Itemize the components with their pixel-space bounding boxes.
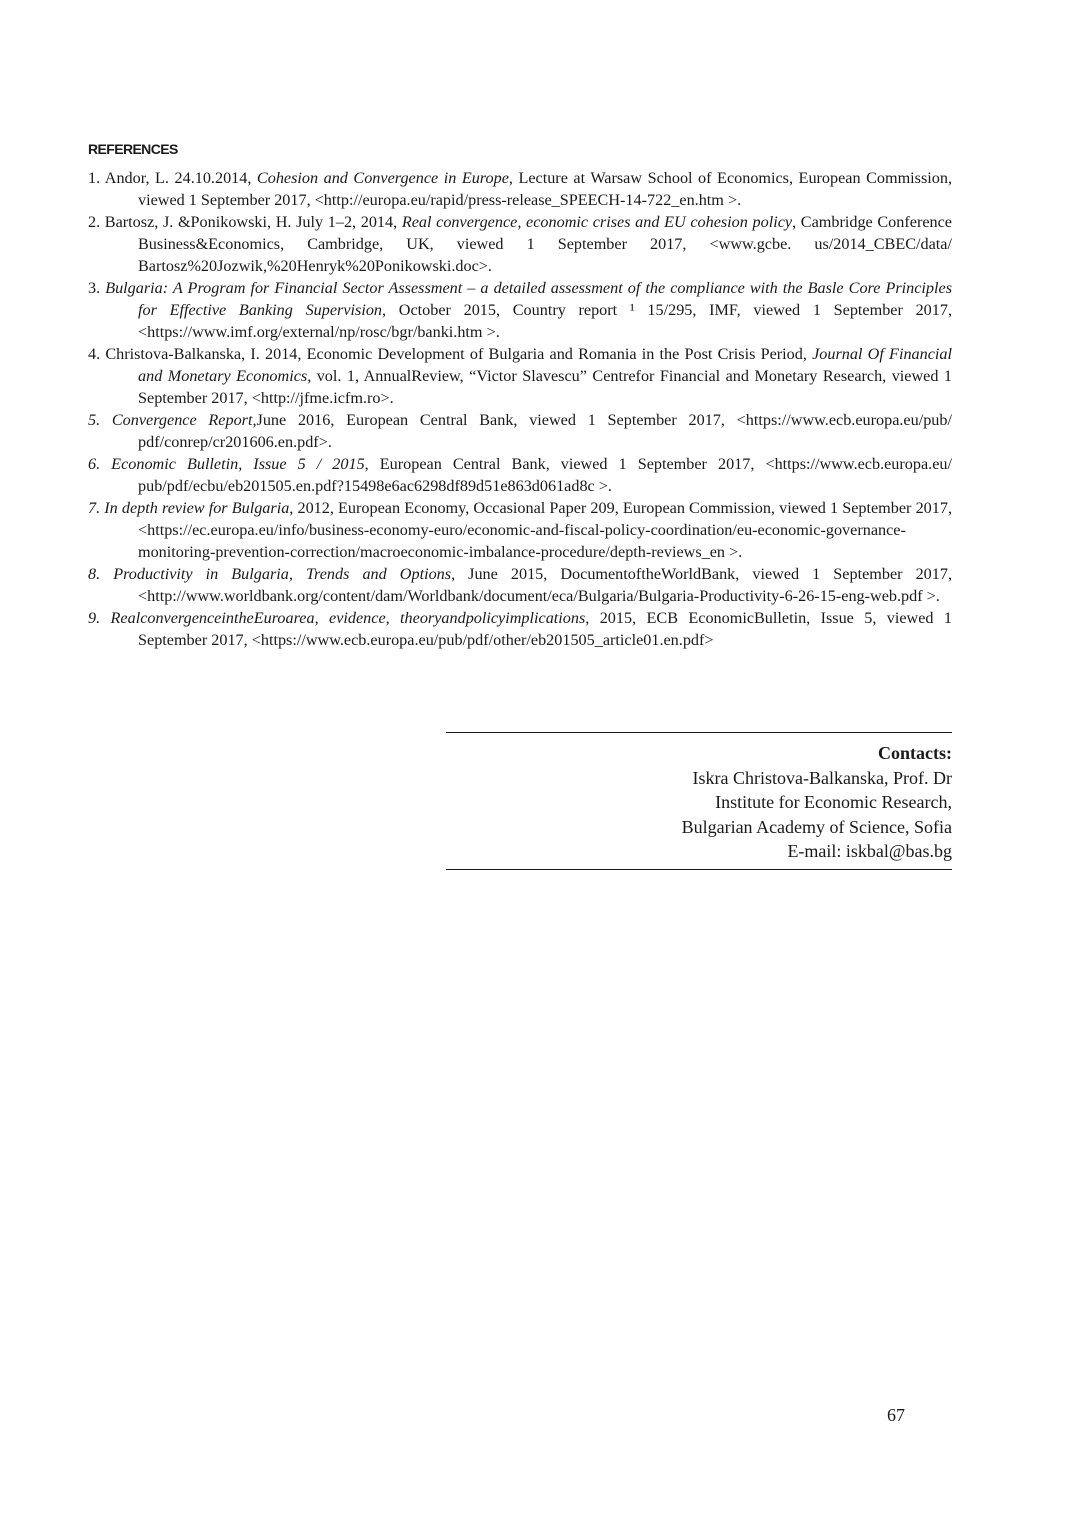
reference-item: 7. In depth review for Bulgaria, 2012, European Economy, Occasional Paper 209, European Commission, viewed 1 September 2017, <https://ec.europa.eu/info/business-economy-euro/economic-and-fiscal-policy-coordination/eu-economic-governance-monitoring-prevention-correction/macroeconomic-imbalance-procedure/depth-reviews_en >.	[88, 499, 953, 561]
contact-name: Iskra Christova-Balkanska, Prof. Dr	[692, 767, 952, 788]
page-number: 67	[887, 1405, 905, 1425]
contacts-title: Contacts:	[878, 743, 952, 763]
references-heading: REFERENCES	[88, 141, 178, 157]
contact-academy: Bulgarian Academy of Science, Sofia	[681, 816, 952, 837]
reference-item: 8. Productivity in Bulgaria, Trends and Options, June 2015, DocumentoftheWorldBank, viewed 1 September 2017, <http://www.worldbank.org/content/dam/Worldbank/document/eca/Bulgaria/Bulgaria-Productivity-6-26-15-eng-web.pdf >.	[88, 565, 952, 605]
reference-item: 1. Andor, L. 24.10.2014, Cohesion and Convergence in Europe, Lecture at Warsaw School of Economics, European Commission, viewed 1 September 2017, <http://europa.eu/rapid/press-release_SPEECH-14-722_en.htm >.	[88, 169, 952, 209]
reference-item: 3. Bulgaria: A Program for Financial Sector Assessment – a detailed assessment of the compliance with the Basle Core Principles for Effective Banking Supervision, October 2015, Country report ¹ 15/295, IMF, viewed 1 September 2017, <https://www.imf.org/external/np/rosc/bgr/banki.htm >.	[88, 279, 953, 341]
reference-item: 6. Economic Bulletin, Issue 5 / 2015, European Central Bank, viewed 1 September 2017, <https://www.ecb.europa.eu/ pub/pdf/ecbu/eb201505.en.pdf?15498e6ac6298df89d51e863d061ad8c >.	[88, 455, 952, 495]
references-list	[88, 167, 952, 651]
contacts-block	[446, 732, 952, 870]
reference-item: 4. Christova-Balkanska, I. 2014, Economic Development of Bulgaria and Romania in the Post Crisis Period, Journal Of Financial and Monetary Economics, vol. 1, AnnualReview, “Victor Slavescu” Centrefor Financial and Monetary Research, viewed 1 September 2017, <http://jfme.icfm.ro>.	[88, 345, 953, 407]
contact-institute: Institute for Economic Research,	[715, 792, 952, 812]
reference-item: 2. Bartosz, J. &Ponikowski, H. July 1–2, 2014, Real convergence, economic crises and EU cohesion policy, Cambridge Conference Business&Economics, Cambridge, UK, viewed 1 September 2017, <www.gcbe. us/2014_CBEC/data/ Bartosz%20Jozwik,%20Henryk%20Ponikowski.doc>.	[88, 213, 952, 275]
contact-email: E-mail: iskbal@bas.bg	[787, 841, 952, 861]
reference-item: 9. RealconvergenceintheEuroarea, evidence, theoryandpolicyimplications, 2015, ECB EconomicBulletin, Issue 5, viewed 1 September 2017, <https://www.ecb.europa.eu/pub/pdf/other/eb201505_article01.en.pdf>	[88, 609, 953, 649]
reference-item: 5. Convergence Report,June 2016, European Central Bank, viewed 1 September 2017, <https://www.ecb.europa.eu/pub/ pdf/conrep/cr201606.en.pdf>.	[88, 411, 952, 451]
